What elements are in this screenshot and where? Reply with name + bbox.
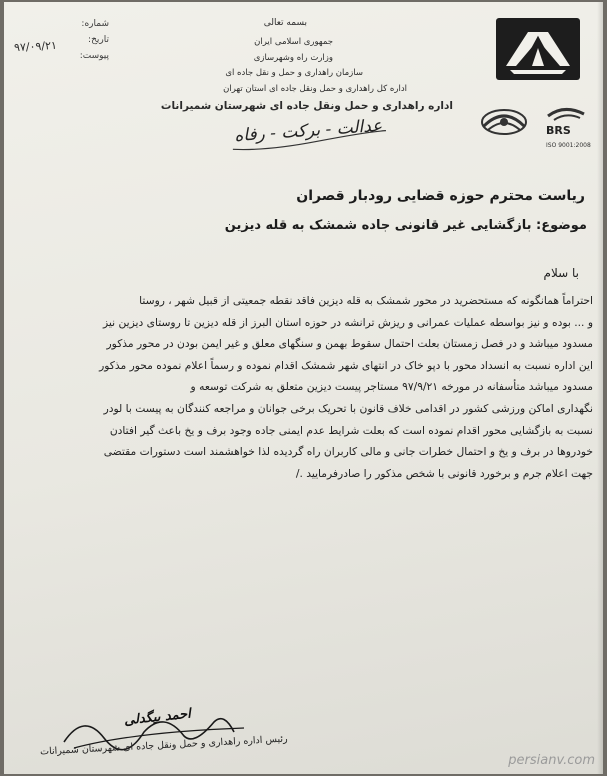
- watermark: persianv.com: [508, 753, 595, 768]
- brs-caption: ISO 9001:2008: [546, 142, 591, 149]
- body-line: نسبت به بازگشایی محور اقدام نموده است که بعلت شرایط عدم ایمنی جاده وجود برف و یخ باعث گیر افتادن: [109, 423, 593, 437]
- addressee: ریاست محترم حوزه قضایی رودبار قصران: [296, 188, 585, 204]
- brs-logo-icon: [540, 102, 600, 142]
- header-line-5: اداره راهداری و حمل ونقل جاده ای شهرستان شمیرانات: [160, 100, 453, 112]
- body-line: جهت اعلام جرم و برخورد قانونی با شخص مذکور را صادرفرمایید ./: [295, 466, 593, 480]
- body-line: خودروها در برف و یخ و احتمال خطرات جانی و مالی کاربران راه گردیده لذا خواهشمند است دستورات مقتضی: [103, 445, 593, 459]
- body-line: این اداره نسبت به انسداد محور با دپو خاک در انتهای شهر شمشک اقدام نموده و رسماً اعلام نموده محور مذکور: [99, 358, 593, 372]
- body-line: نگهداری اماکن ورزشی کشور در اقدامی خلاف قانون با تحریک برخی جوانان و مراجعه کنندگان به پیست با لودر: [103, 401, 593, 415]
- body-line: مسدود میباشد و در فصل زمستان بعلت احتمال سقوط بهمن و سنگهای معلق و غیر ایمن بودن در محور مذکور: [106, 337, 593, 351]
- rmto-emblem-icon: [474, 102, 534, 142]
- header-line-3: سازمان راهداری و حمل و نقل جاده ای: [225, 68, 363, 78]
- date-label: تاریخ:: [88, 35, 109, 45]
- number-label: شماره:: [81, 19, 109, 29]
- motto-calligraphy: [225, 108, 392, 159]
- header-line-1: جمهوری اسلامی ایران: [254, 37, 333, 47]
- attachment-label: پیوست:: [79, 51, 109, 61]
- signatory-title: رئیس اداره راهداری و حمل ونقل جاده ای شهرستان شمیرانات: [39, 733, 288, 758]
- brs-logo-text: BRS: [546, 124, 571, 137]
- body-line: مسدود میباشد متأسفانه در مورخه ۹۷/۹/۲۱ مستاجر پیست دیزین متعلق به شرکت توسعه و: [190, 380, 593, 394]
- body-line: و ... بوده و نیز بواسطه عملیات عمرانی و ریزش ترانشه در حوزه استان البرز از قله دیزین تا روستای دیزین نیز: [103, 315, 593, 329]
- header-line-2: وزارت راه وشهرسازی: [253, 53, 333, 63]
- motto-text: عدالت - برکت - رفاه: [233, 115, 383, 147]
- road-maintenance-logo-icon: [496, 18, 580, 80]
- letter-body: [13, 290, 593, 484]
- date-value: ۹۷/۰۹/۲۱: [13, 38, 58, 55]
- header-bismillah: بسمه تعالی: [263, 18, 307, 28]
- greeting: با سلام: [543, 266, 579, 280]
- page-shadow: [597, 2, 603, 774]
- body-line: احتراماً همانگونه که مستحضرید در محور شمشک به قله دیزین فاقد نقطه جمعیتی از قبیل شهر ، روستا: [139, 294, 593, 307]
- header-line-4: اداره کل راهداری و حمل ونقل جاده ای استان تهران: [223, 84, 407, 94]
- subject: موضوع: بازگشایی غیر قانونی جاده شمشک به قله دیزین: [224, 218, 587, 233]
- letter-page: [4, 2, 603, 774]
- signatory-name: احمد بیگدلی: [123, 706, 192, 729]
